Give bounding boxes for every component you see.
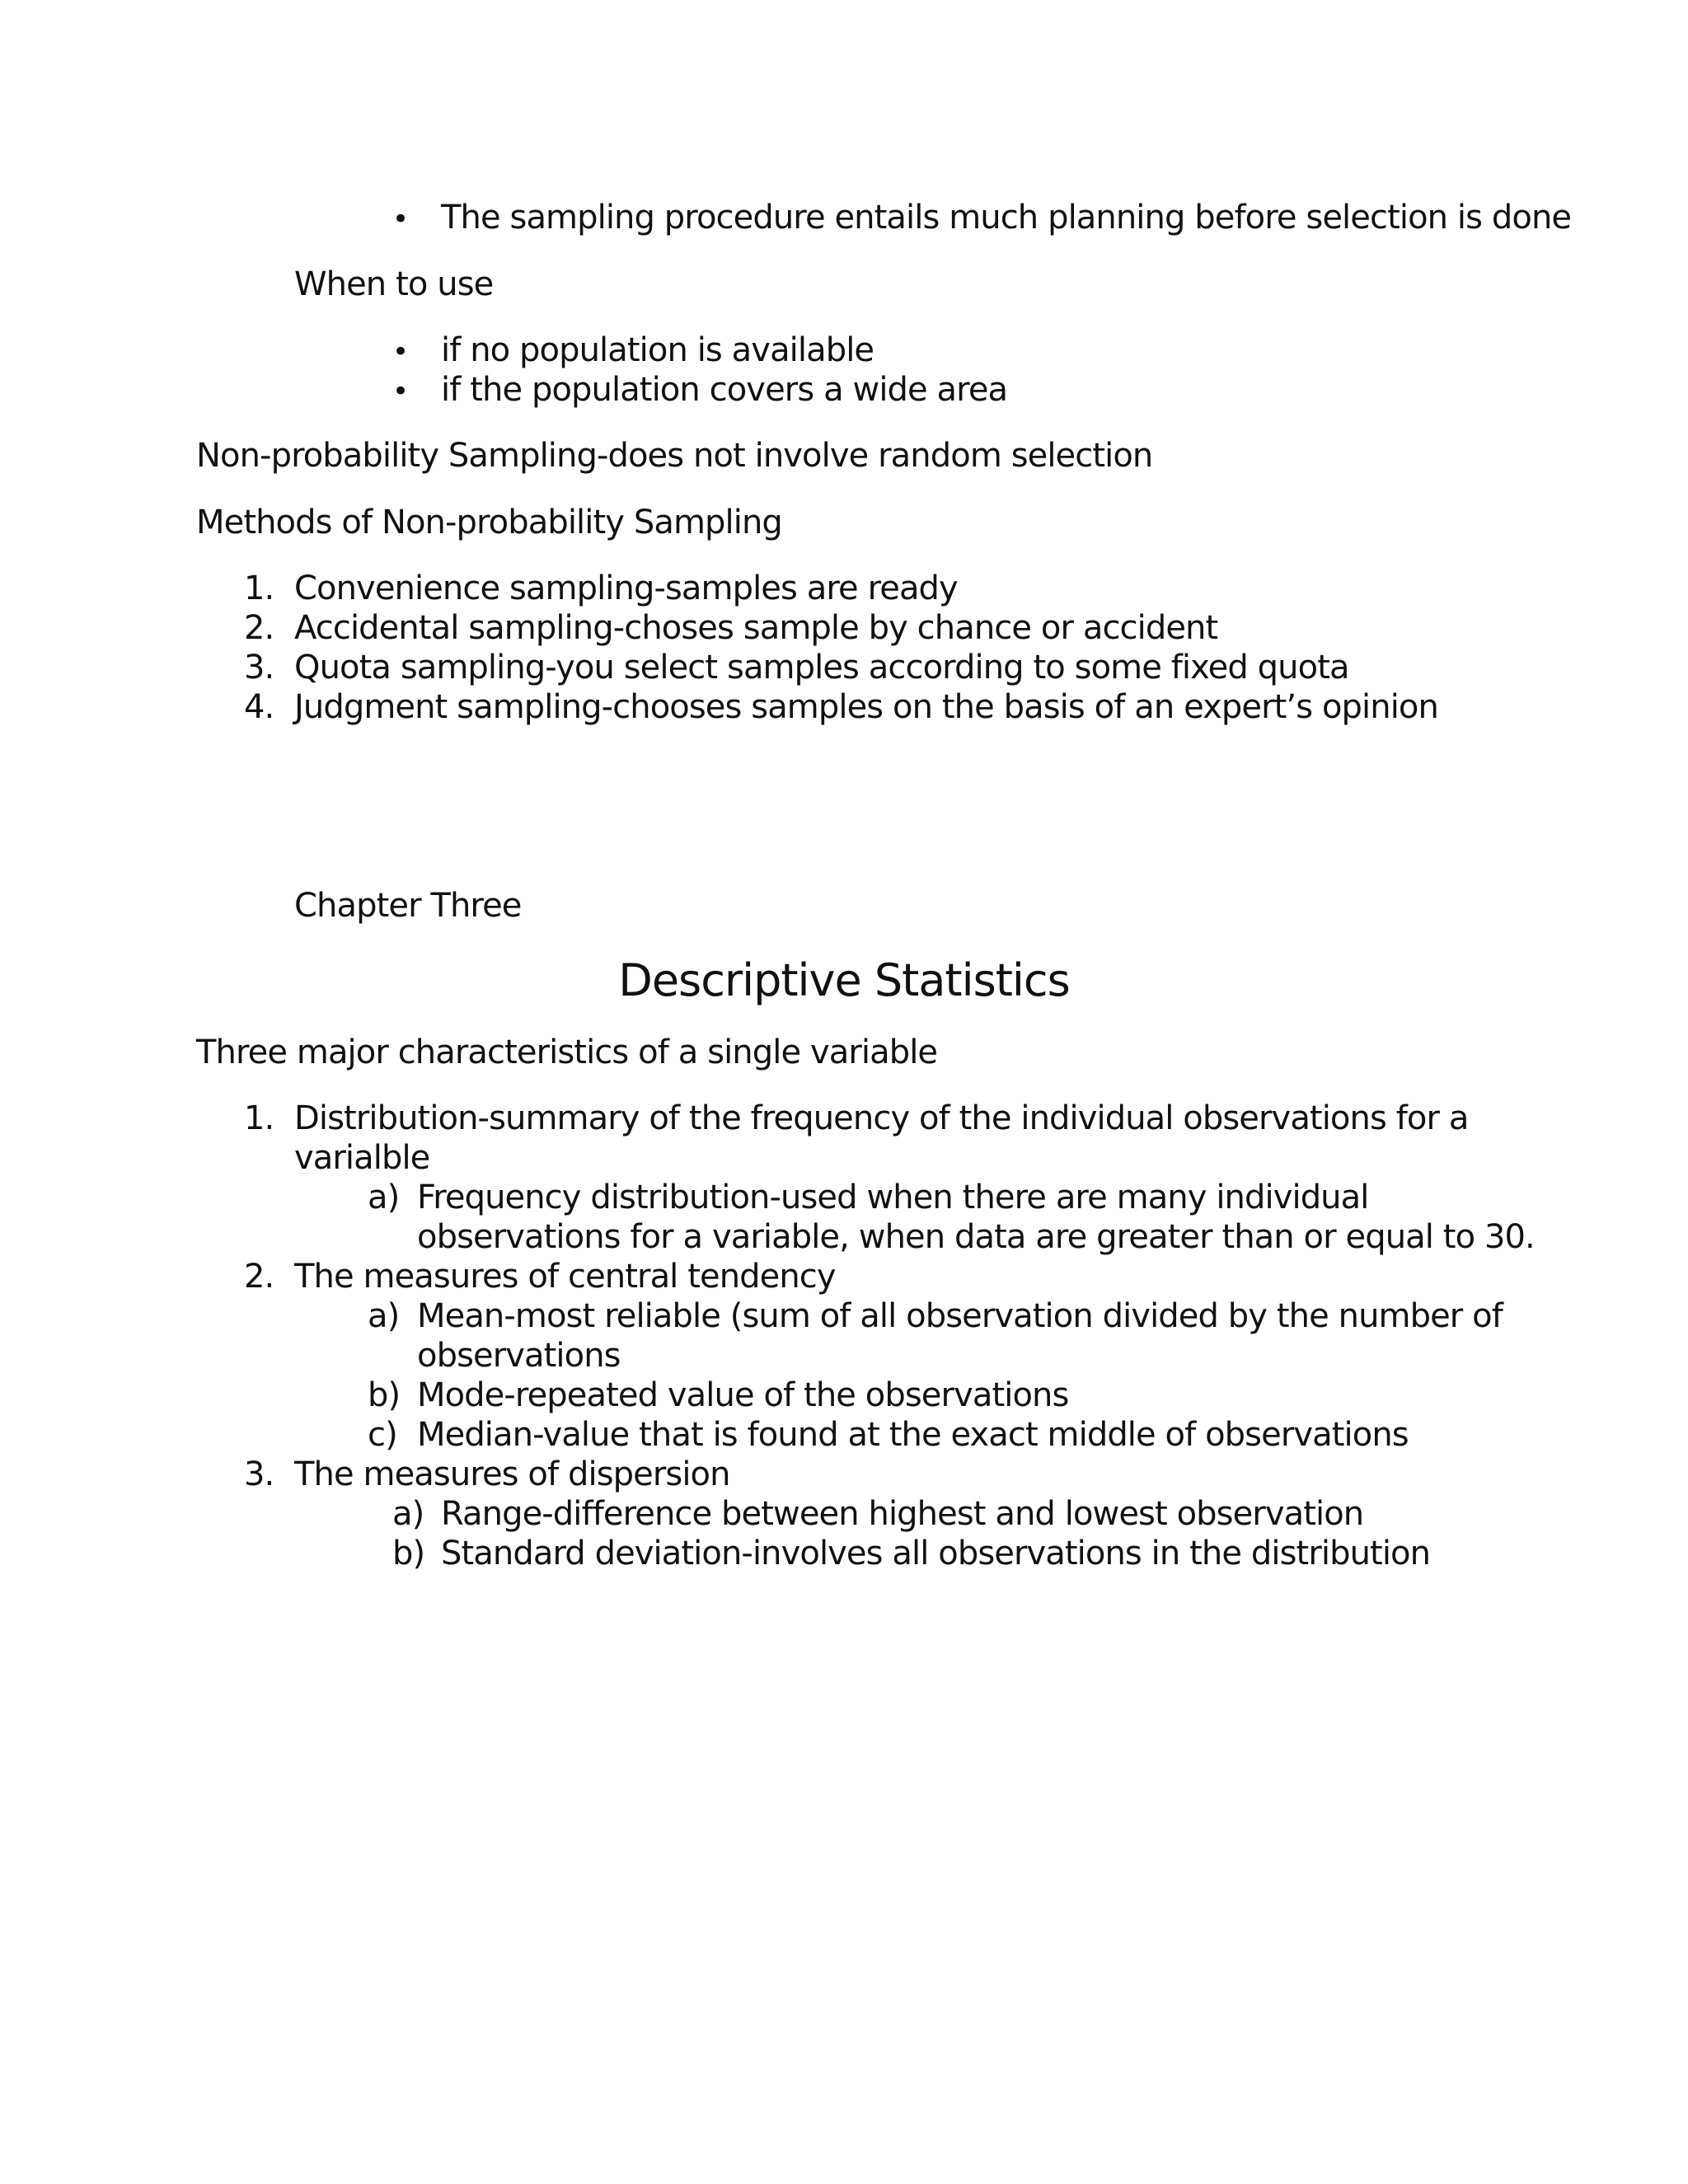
chapter-title: Descriptive Statistics — [618, 954, 1070, 1006]
sub-list-letter: a) — [392, 1495, 424, 1533]
bullet-icon: • — [392, 375, 409, 408]
sub-list-item: Mode-repeated value of the observations — [417, 1376, 1069, 1414]
list-number: 3. — [244, 649, 274, 687]
chapter-label: Chapter Three — [294, 887, 522, 925]
sub-list-item: Frequency distribution-used when there are many individual — [417, 1179, 1369, 1216]
list-number: 4. — [244, 688, 274, 726]
bullet-icon: • — [392, 203, 409, 236]
sub-list-item-continuation: observations — [417, 1337, 621, 1375]
list-item: if the population covers a wide area — [441, 371, 1008, 409]
sub-list-letter: a) — [368, 1179, 400, 1216]
sub-list-item: Median-value that is found at the exact middle of observations — [417, 1416, 1409, 1454]
list-item: The measures of central tendency — [294, 1258, 836, 1296]
sub-list-letter: b) — [368, 1376, 401, 1414]
when-to-use-heading: When to use — [294, 265, 494, 303]
list-item: Accidental sampling-choses sample by chance or accident — [294, 609, 1218, 647]
non-probability-definition: Non-probability Sampling-does not involve random selection — [196, 437, 1153, 475]
list-number: 1. — [244, 569, 274, 607]
list-item: The measures of dispersion — [294, 1455, 730, 1493]
list-number: 2. — [244, 1258, 274, 1296]
list-number: 1. — [244, 1099, 274, 1137]
list-item: Convenience sampling-samples are ready — [294, 569, 958, 607]
sub-list-item: Standard deviation-involves all observations in the distribution — [441, 1535, 1431, 1572]
list-item: Distribution-summary of the frequency of the individual observations for a — [294, 1099, 1469, 1137]
list-number: 3. — [244, 1455, 274, 1493]
list-item: if no population is available — [441, 331, 874, 369]
sub-list-item-continuation: observations for a variable, when data are greater than or equal to 30. — [417, 1218, 1535, 1256]
list-item: Quota sampling-you select samples according to some fixed quota — [294, 649, 1349, 687]
methods-heading: Methods of Non-probability Sampling — [196, 504, 782, 541]
sub-list-letter: a) — [368, 1297, 400, 1335]
chapter-intro: Three major characteristics of a single variable — [196, 1033, 938, 1071]
list-item: Judgment sampling-chooses samples on the basis of an expert’s opinion — [294, 688, 1438, 726]
sub-list-letter: c) — [368, 1416, 397, 1454]
list-number: 2. — [244, 609, 274, 647]
sub-list-letter: b) — [392, 1535, 425, 1572]
sub-list-item: Range-difference between highest and lowest observation — [441, 1495, 1364, 1533]
list-item: The sampling procedure entails much planning before selection is done — [441, 199, 1572, 237]
sub-list-item: Mean-most reliable (sum of all observation divided by the number of — [417, 1297, 1503, 1335]
list-item-continuation: varialble — [294, 1139, 430, 1177]
bullet-icon: • — [392, 335, 409, 368]
